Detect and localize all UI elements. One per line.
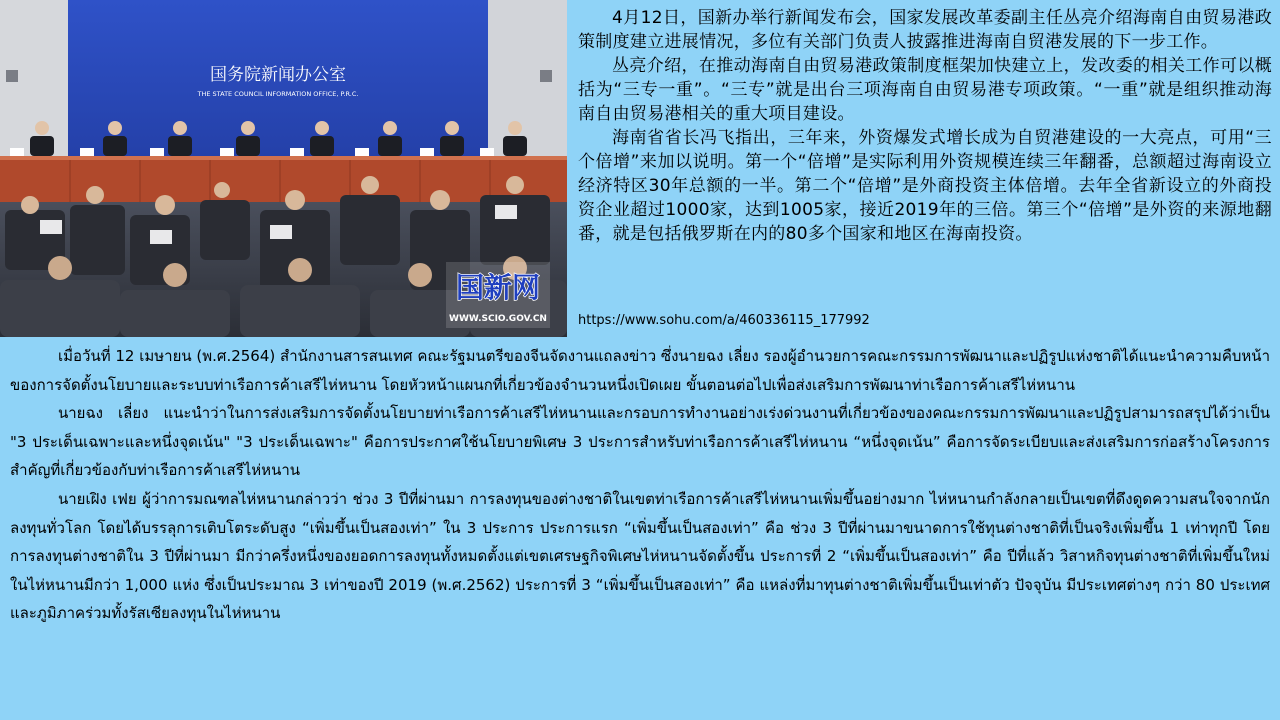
watermark-logo: 国新网: [455, 271, 541, 304]
watermark-url: WWW.SCIO.GOV.CN: [449, 314, 547, 324]
thai-paragraph: เมื่อวันที่ 12 เมษายน (พ.ศ.2564) สำนักงานสารสนเทศ คณะรัฐมนตรีของจีนจัดงานแถลงข่าว ซึ่งนายฉง เลี่ยง รองผู้อำนวยการคณะกรรมการพัฒนาและปฏิรูปแห่งชาติได้แนะนำความคืบหน้าของการจัดตั้งนโยบายและระบบท่าเรือการค้าเสรีไห่หนาน โดยหัวหน้าแผนกที่เกี่ยวข้องจำนวนหนึ่งเปิดเผย ขั้นตอนต่อไปเพื่อส่งเสริมการพัฒนาท่าเรือการค้าเสรีไห่หนาน: [10, 347, 1270, 394]
source-url[interactable]: https://www.sohu.com/a/460336115_177992: [578, 313, 870, 328]
thai-paragraph: นายเฝิง เฟย ผู้ว่าการมณฑลไห่หนานกล่าวว่า ช่วง 3 ปีที่ผ่านมา การลงทุนของต่างชาติในเขตท่าเรือการค้าเสรีไห่หนานเพิ่มขึ้นอย่างมาก ไห่หนานกำลังกลายเป็นเขตที่ดึงดูดความสนใจจากนักลงทุนทั่วโลก โดยได้บรรลุการเติบโตระดับสูง “เพิ่มขึ้นเป็นสองเท่า” ใน 3 ประการ ประการแรก “เพิ่มขึ้นเป็นสองเท่า” คือ ช่วง 3 ปีที่ผ่านมาขนาดการใช้ทุนต่างชาติที่เป็นจริงเพิ่มขึ้น 1 เท่าทุกปี โดยการลงทุนต่างชาติใน 3 ปีที่ผ่านมา มีกว่าครึ่งหนึ่งของยอดการลงทุนทั้งหมดตั้งแต่เขตเศรษฐกิจพิเศษไห่หนานจัดตั้งขึ้น ประการที่ 2 “เพิ่มขึ้นเป็นสองเท่า” คือ ปีที่แล้ว วิสาหกิจทุนต่างชาติที่เพิ่มขึ้นใหม่ในไห่หนานมีกว่า 1,000 แห่ง ซึ่งเป็นประมาณ 3 เท่าของปี 2019 (พ.ศ.2562) ประการที่ 3 “เพิ่มขึ้นเป็นสองเท่า” คือ แหล่งที่มาทุนต่างชาติเพิ่มขึ้นเป็นเท่าตัว ปัจจุบัน มีประเทศต่างๆ กว่า 80 ประเทศและภูมิภาคร่วมทั้งรัสเซียลงทุนในไห่หนาน: [10, 489, 1270, 623]
backdrop-title-en: THE STATE COUNCIL INFORMATION OFFICE, P.R.C.: [197, 90, 359, 98]
chinese-paragraph: 4月12日，国新办举行新闻发布会，国家发展改革委副主任丛亮介绍海南自由贸易港政策制度建立进展情况，多位有关部门负责人披露推进海南自贸港发展的下一步工作。: [578, 8, 1272, 52]
press-conference-photo: [0, 0, 567, 337]
thai-paragraph: นายฉง เลี่ยง แนะนำว่าในการส่งเสริมการจัดตั้งนโยบายท่าเรือการค้าเสรีไห่หนานและกรอบการทำงานอย่างเร่งด่วนงานที่เกี่ยวข้องของคณะกรรมการพัฒนาและปฏิรูปสามารถสรุปได้ว่าเป็น "3 ประเด็นเฉพาะและหนึ่งจุดเน้น" "3 ประเด็นเฉพาะ" คือการประกาศใช้นโยบายพิเศษ 3 ประการสำหรับท่าเรือการค้าเสรีไห่หนาน “หนึ่งจุดเน้น” คือการจัดระเบียบและส่งเสริมการก่อสร้างโครงการสำคัญที่เกี่ยวข้องกับท่าเรือการค้าเสรีไห่หนาน: [10, 404, 1270, 480]
chinese-paragraph: 丛亮介绍，在推动海南自由贸易港政策制度框架加快建立上，发改委的相关工作可以概括为“三专一重”。“三专”就是出台三项海南自由贸易港专项政策。“一重”就是组织推动海南自由贸易港相关的重大项目建设。: [578, 56, 1272, 124]
podium: [0, 156, 567, 202]
backdrop-title-cn: 国务院新闻办公室: [210, 65, 346, 85]
chinese-paragraph: 海南省省长冯飞指出，三年来，外资爆发式增长成为自贸港建设的一大亮点，可用“三个倍增”来加以说明。第一个“倍增”是实际利用外资规模连续三年翻番，总额超过海南设立经济特区30年总额的一半。第二个“倍增”是外商投资主体倍增。去年全省新设立的外商投资企业超过1000家，达到1005家，接近2019年的三倍。第三个“倍增”是外资的来源地翻番，就是包括俄罗斯在内的80多个国家和地区在海南投资。: [578, 128, 1272, 244]
chinese-article: [578, 6, 1272, 246]
thai-article: [10, 342, 1270, 628]
